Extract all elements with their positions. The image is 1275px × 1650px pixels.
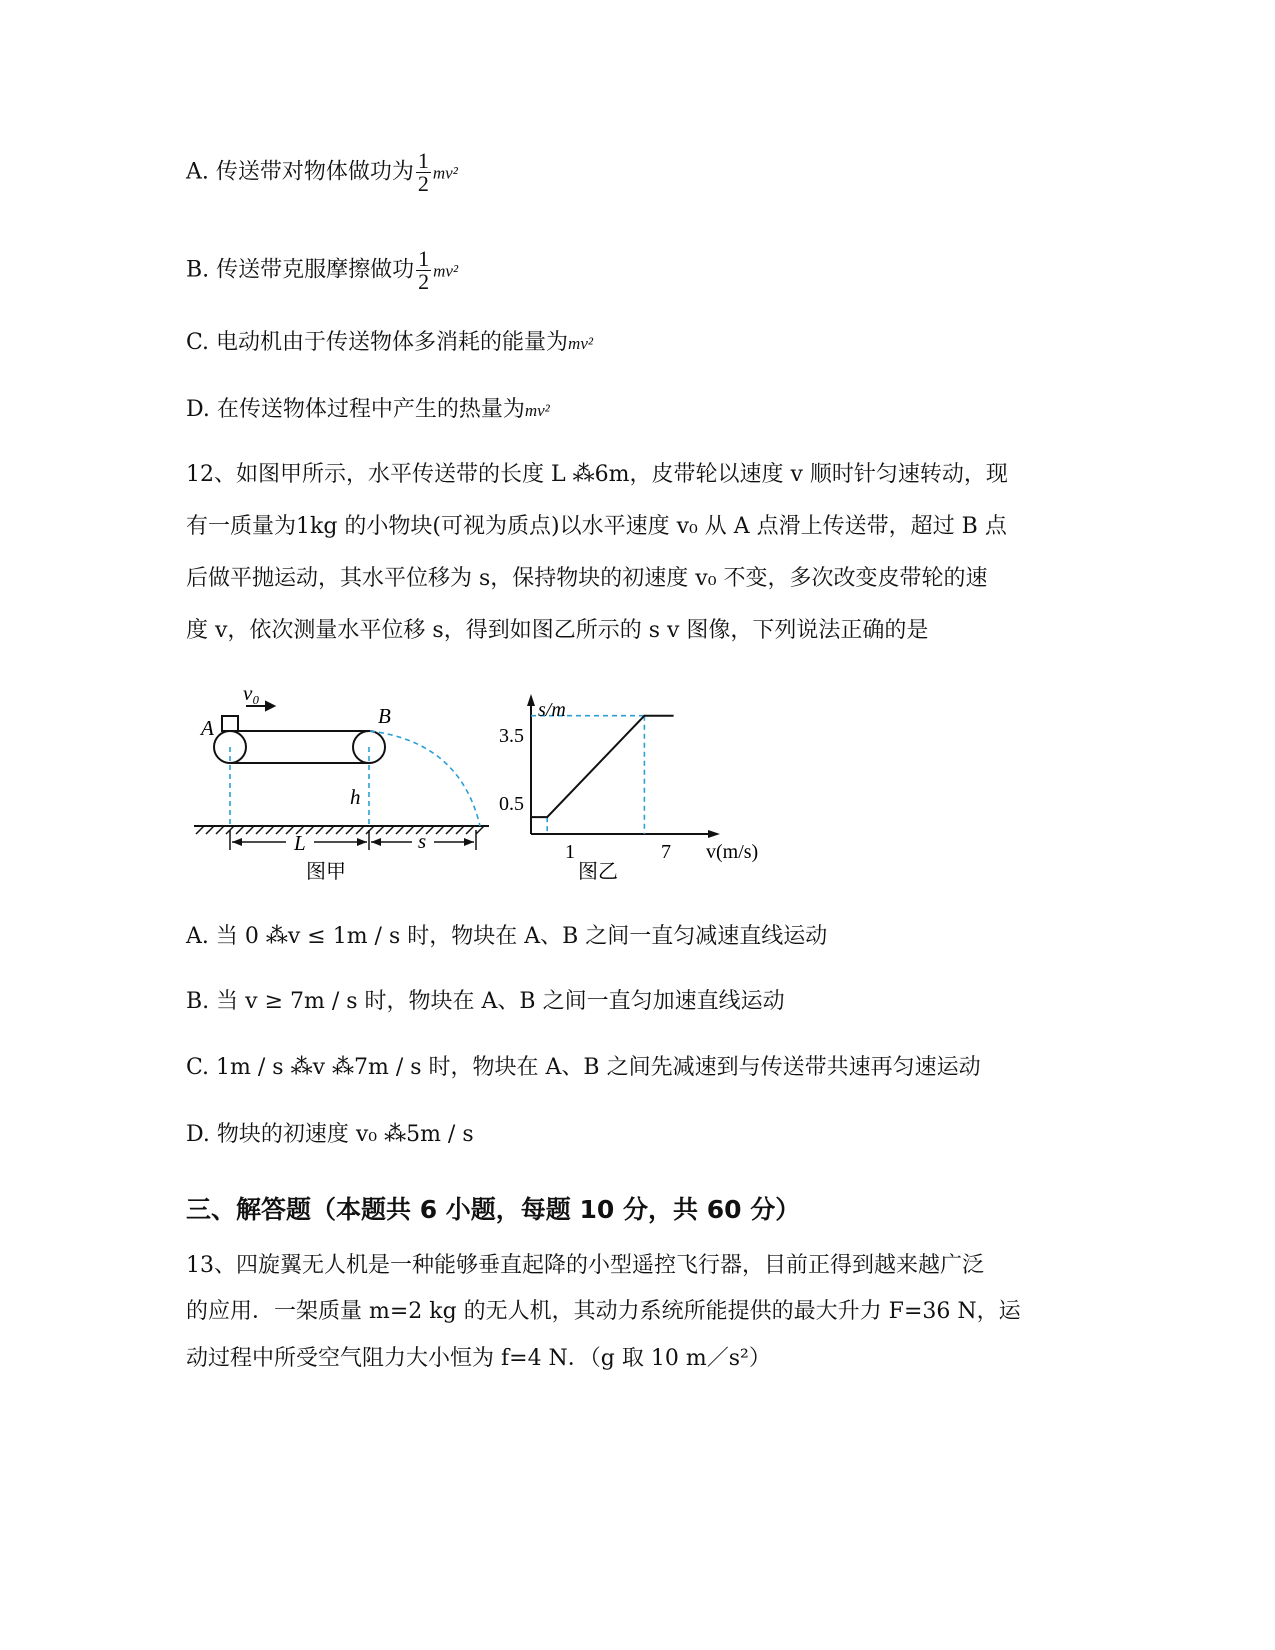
q11-option-c-label: C. 电动机由于传送物体多消耗的能量为	[186, 330, 569, 355]
L-label: L	[294, 831, 306, 855]
q12-option-a: A. 当 0 ⁂v ≤ 1m / s 时，物块在 A、B 之间一直匀减速直线运动	[186, 924, 828, 949]
q13-stem-line-2: 的应用．一架质量 m=2 kg 的无人机，其动力系统所能提供的最大升力 F=36 N，运	[186, 1299, 1021, 1324]
point-a-label: A	[201, 716, 214, 740]
q12-stem-line-1: 12、如图甲所示，水平传送带的长度 L ⁂6m，皮带轮以速度 v 顺时针匀速转动，现	[186, 462, 1008, 487]
q12-option-c: C. 1m / s ⁂v ⁂7m / s 时，物块在 A、B 之间先减速到与传送带共速再匀速运动	[186, 1055, 981, 1080]
q12-option-d: D. 物块的初速度 v₀ ⁂5m / s	[186, 1122, 474, 1147]
point-b-label: B	[378, 704, 391, 728]
expression: mv²	[433, 261, 459, 281]
q11-option-d-label: D. 在传送物体过程中产生的热量为	[186, 397, 525, 422]
x-tick-label: 7	[661, 841, 671, 863]
y-tick-label: 3.5	[499, 725, 524, 747]
block	[222, 716, 238, 731]
q12-option-b: B. 当 v ≥ 7m / s 时，物块在 A、B 之间一直匀加速直线运动	[186, 989, 785, 1014]
fig-yi	[499, 694, 758, 883]
q12-stem-line-3: 后做平抛运动，其水平位移为 s，保持物块的初速度 v₀ 不变，多次改变皮带轮的速	[186, 566, 988, 591]
s-label: s	[418, 829, 427, 853]
q13-stem-line-3: 动过程中所受空气阻力大小恒为 f=4 N．（g 取 10 m／s²）	[186, 1346, 771, 1371]
trajectory	[370, 731, 480, 826]
y-axis-arrow	[527, 694, 535, 706]
h-label: h	[350, 785, 361, 809]
s-v-series-line	[531, 716, 674, 817]
q11-option-a-label: A. 传送带对物体做功为	[186, 159, 414, 185]
fig-yi-caption: 图乙	[578, 861, 618, 883]
fig-jia-caption: 图甲	[306, 861, 346, 883]
y-tick-label: 0.5	[499, 793, 524, 815]
x-axis-label: v(m/s)	[706, 841, 759, 863]
expression: mv²	[568, 334, 593, 353]
q11-option-b-label: B. 传送带克服摩擦做功	[186, 257, 415, 283]
fraction: $\frac{1}{2}$	[417, 148, 429, 196]
y-axis-label: s/m	[538, 699, 566, 721]
section-heading: 三、解答题（本题共 6 小题，每题 10 分，共 60 分）	[186, 1195, 801, 1224]
expression: mv²	[432, 163, 458, 183]
expression: mv²	[524, 401, 550, 420]
velocity-arrowhead	[266, 702, 274, 710]
q12-stem-line-2: 有一质量为1kg 的小物块(可视为质点)以水平速度 v₀ 从 A 点滑上传送带，超过 B 点	[186, 514, 1007, 539]
fraction: $\frac{1}{2}$	[418, 246, 430, 294]
q12-stem-line-4: 度 v，依次测量水平位移 s，得到如图乙所示的 s v 图像，下列说法正确的是	[186, 618, 929, 643]
ground-hatch	[196, 826, 484, 834]
q13-stem-line-1: 13、四旋翼无人机是一种能够垂直起降的小型遥控飞行器，目前正得到越来越广泛	[186, 1253, 984, 1278]
v0-label: v₀	[243, 681, 260, 705]
x-tick-label: 1	[565, 841, 575, 863]
fig-jia-guides	[230, 731, 480, 826]
x-axis-arrow	[708, 830, 720, 838]
fig-jia	[194, 702, 489, 850]
